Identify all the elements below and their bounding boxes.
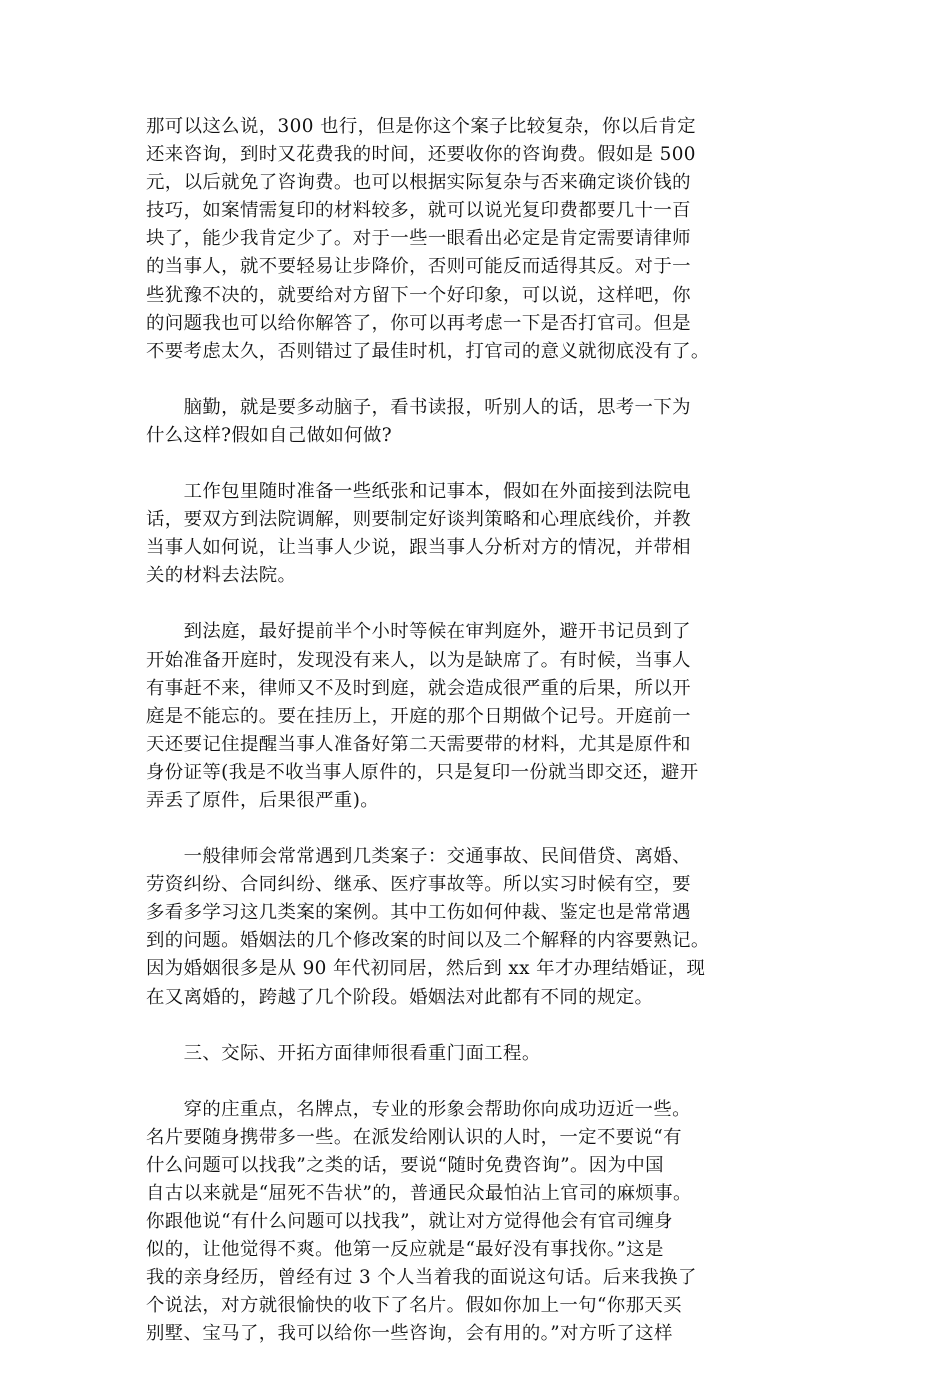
- text-line: 身份证等(我是不收当事人原件的，只是复印一份就当即交还，避开: [146, 761, 699, 783]
- text-line: 名片要随身携带多一些。在派发给刚认识的人时，一定不要说“有: [146, 1126, 682, 1148]
- text-line: 庭是不能忘的。要在挂历上，开庭的那个日期做个记号。开庭前一: [146, 705, 691, 727]
- text-line: 到的问题。婚姻法的几个修改案的时间以及二个解释的内容要熟记。: [146, 930, 710, 952]
- text-line: 还来咨询，到时又花费我的时间，还要收你的咨询费。假如是 500: [146, 144, 696, 166]
- text-line: 个说法，对方就很愉快的收下了名片。假如你加上一句“你那天买: [146, 1295, 682, 1317]
- text-line: 似的，让他觉得不爽。他第一反应就是“最好没有事找你。”这是: [146, 1239, 664, 1261]
- text-line: 在又离婚的，跨越了几个阶段。婚姻法对此都有不同的规定。: [146, 986, 654, 1008]
- text-line: 开始准备开庭时，发现没有来人，以为是缺席了。有时候，当事人: [146, 649, 691, 671]
- text-line: 自古以来就是“屈死不告状”的，普通民众最怕沾上官司的麻烦事。: [146, 1183, 692, 1204]
- text-line: 工作包里随时准备一些纸张和记事本，假如在外面接到法院电: [146, 481, 691, 503]
- document-page: [146, 113, 810, 1377]
- text-line: 你跟他说“有什么问题可以找我”，就让对方觉得他会有官司缠身: [146, 1211, 673, 1233]
- text-line: 当事人如何说，让当事人少说，跟当事人分析对方的情况，并带相: [146, 537, 691, 559]
- text-line: 的当事人，就不要轻易让步降价，否则可能反而适得其反。对于一: [146, 256, 691, 278]
- text-line: 什么这样?假如自己做如何做?: [146, 424, 393, 446]
- text-line: 什么问题可以找我”之类的话，要说“随时免费咨询”。因为中国: [146, 1154, 664, 1176]
- text-line: 劳资纠纷、合同纠纷、继承、医疗事故等。所以实习时候有空，要: [146, 874, 691, 896]
- text-line: 到法庭，最好提前半个小时等候在审判庭外，避开书记员到了: [146, 621, 691, 643]
- text-line: 别墅、宝马了，我可以给你一些咨询，会有用的。”对方听了这样: [146, 1323, 673, 1345]
- text-line: 穿的庄重点，名牌点，专业的形象会帮助你向成功迈近一些。: [146, 1098, 691, 1120]
- text-line: 那可以这么说，300 也行，但是你这个案子比较复杂，你以后肯定: [146, 116, 696, 137]
- text-line: 天还要记住提醒当事人准备好第二天需要带的材料，尤其是原件和: [146, 733, 691, 755]
- text-line: 我的亲身经历，曾经有过 3 个人当着我的面说这句话。后来我换了: [146, 1267, 697, 1289]
- text-line: 因为婚姻很多是从 90 年代初同居，然后到 xx 年才办理结婚证，现: [146, 958, 706, 980]
- text-line: 多看多学习这几类案的案例。其中工伤如何仲裁、鉴定也是常常遇: [146, 902, 691, 924]
- text-line: 的问题我也可以给你解答了，你可以再考虑一下是否打官司。但是: [146, 312, 691, 334]
- paragraph: [146, 1040, 810, 1068]
- text-line: 有事赶不来，律师又不及时到庭，就会造成很严重的后果，所以开: [146, 677, 691, 699]
- paragraph: [146, 113, 810, 366]
- text-line: 关的材料去法院。: [146, 565, 297, 587]
- text-line: 些犹豫不决的，就要给对方留下一个好印象，可以说，这样吧，你: [146, 284, 691, 306]
- text-line: 三、交际、开拓方面律师很看重门面工程。: [146, 1042, 541, 1064]
- paragraph: [146, 618, 810, 815]
- text-line: 块了，能少我肯定少了。对于一些一眼看出必定是肯定需要请律师: [146, 228, 691, 250]
- text-line: 不要考虑太久，否则错过了最佳时机，打官司的意义就彻底没有了。: [146, 340, 710, 362]
- text-line: 弄丢了原件，后果很严重)。: [146, 789, 380, 811]
- text-line: 话，要双方到法院调解，则要制定好谈判策略和心理底线价，并教: [146, 509, 691, 531]
- paragraph: [146, 394, 810, 450]
- text-line: 元，以后就免了咨询费。也可以根据实际复杂与否来确定谈价钱的: [146, 172, 691, 194]
- paragraph: [146, 1096, 810, 1349]
- paragraph: [146, 843, 810, 1012]
- text-line: 一般律师会常常遇到几类案子：交通事故、民间借贷、离婚、: [146, 846, 691, 868]
- paragraph: [146, 478, 810, 590]
- text-line: 技巧，如案情需复印的材料较多，就可以说光复印费都要几十一百: [146, 200, 691, 222]
- text-line: 脑勤，就是要多动脑子，看书读报，听别人的话，思考一下为: [146, 396, 691, 418]
